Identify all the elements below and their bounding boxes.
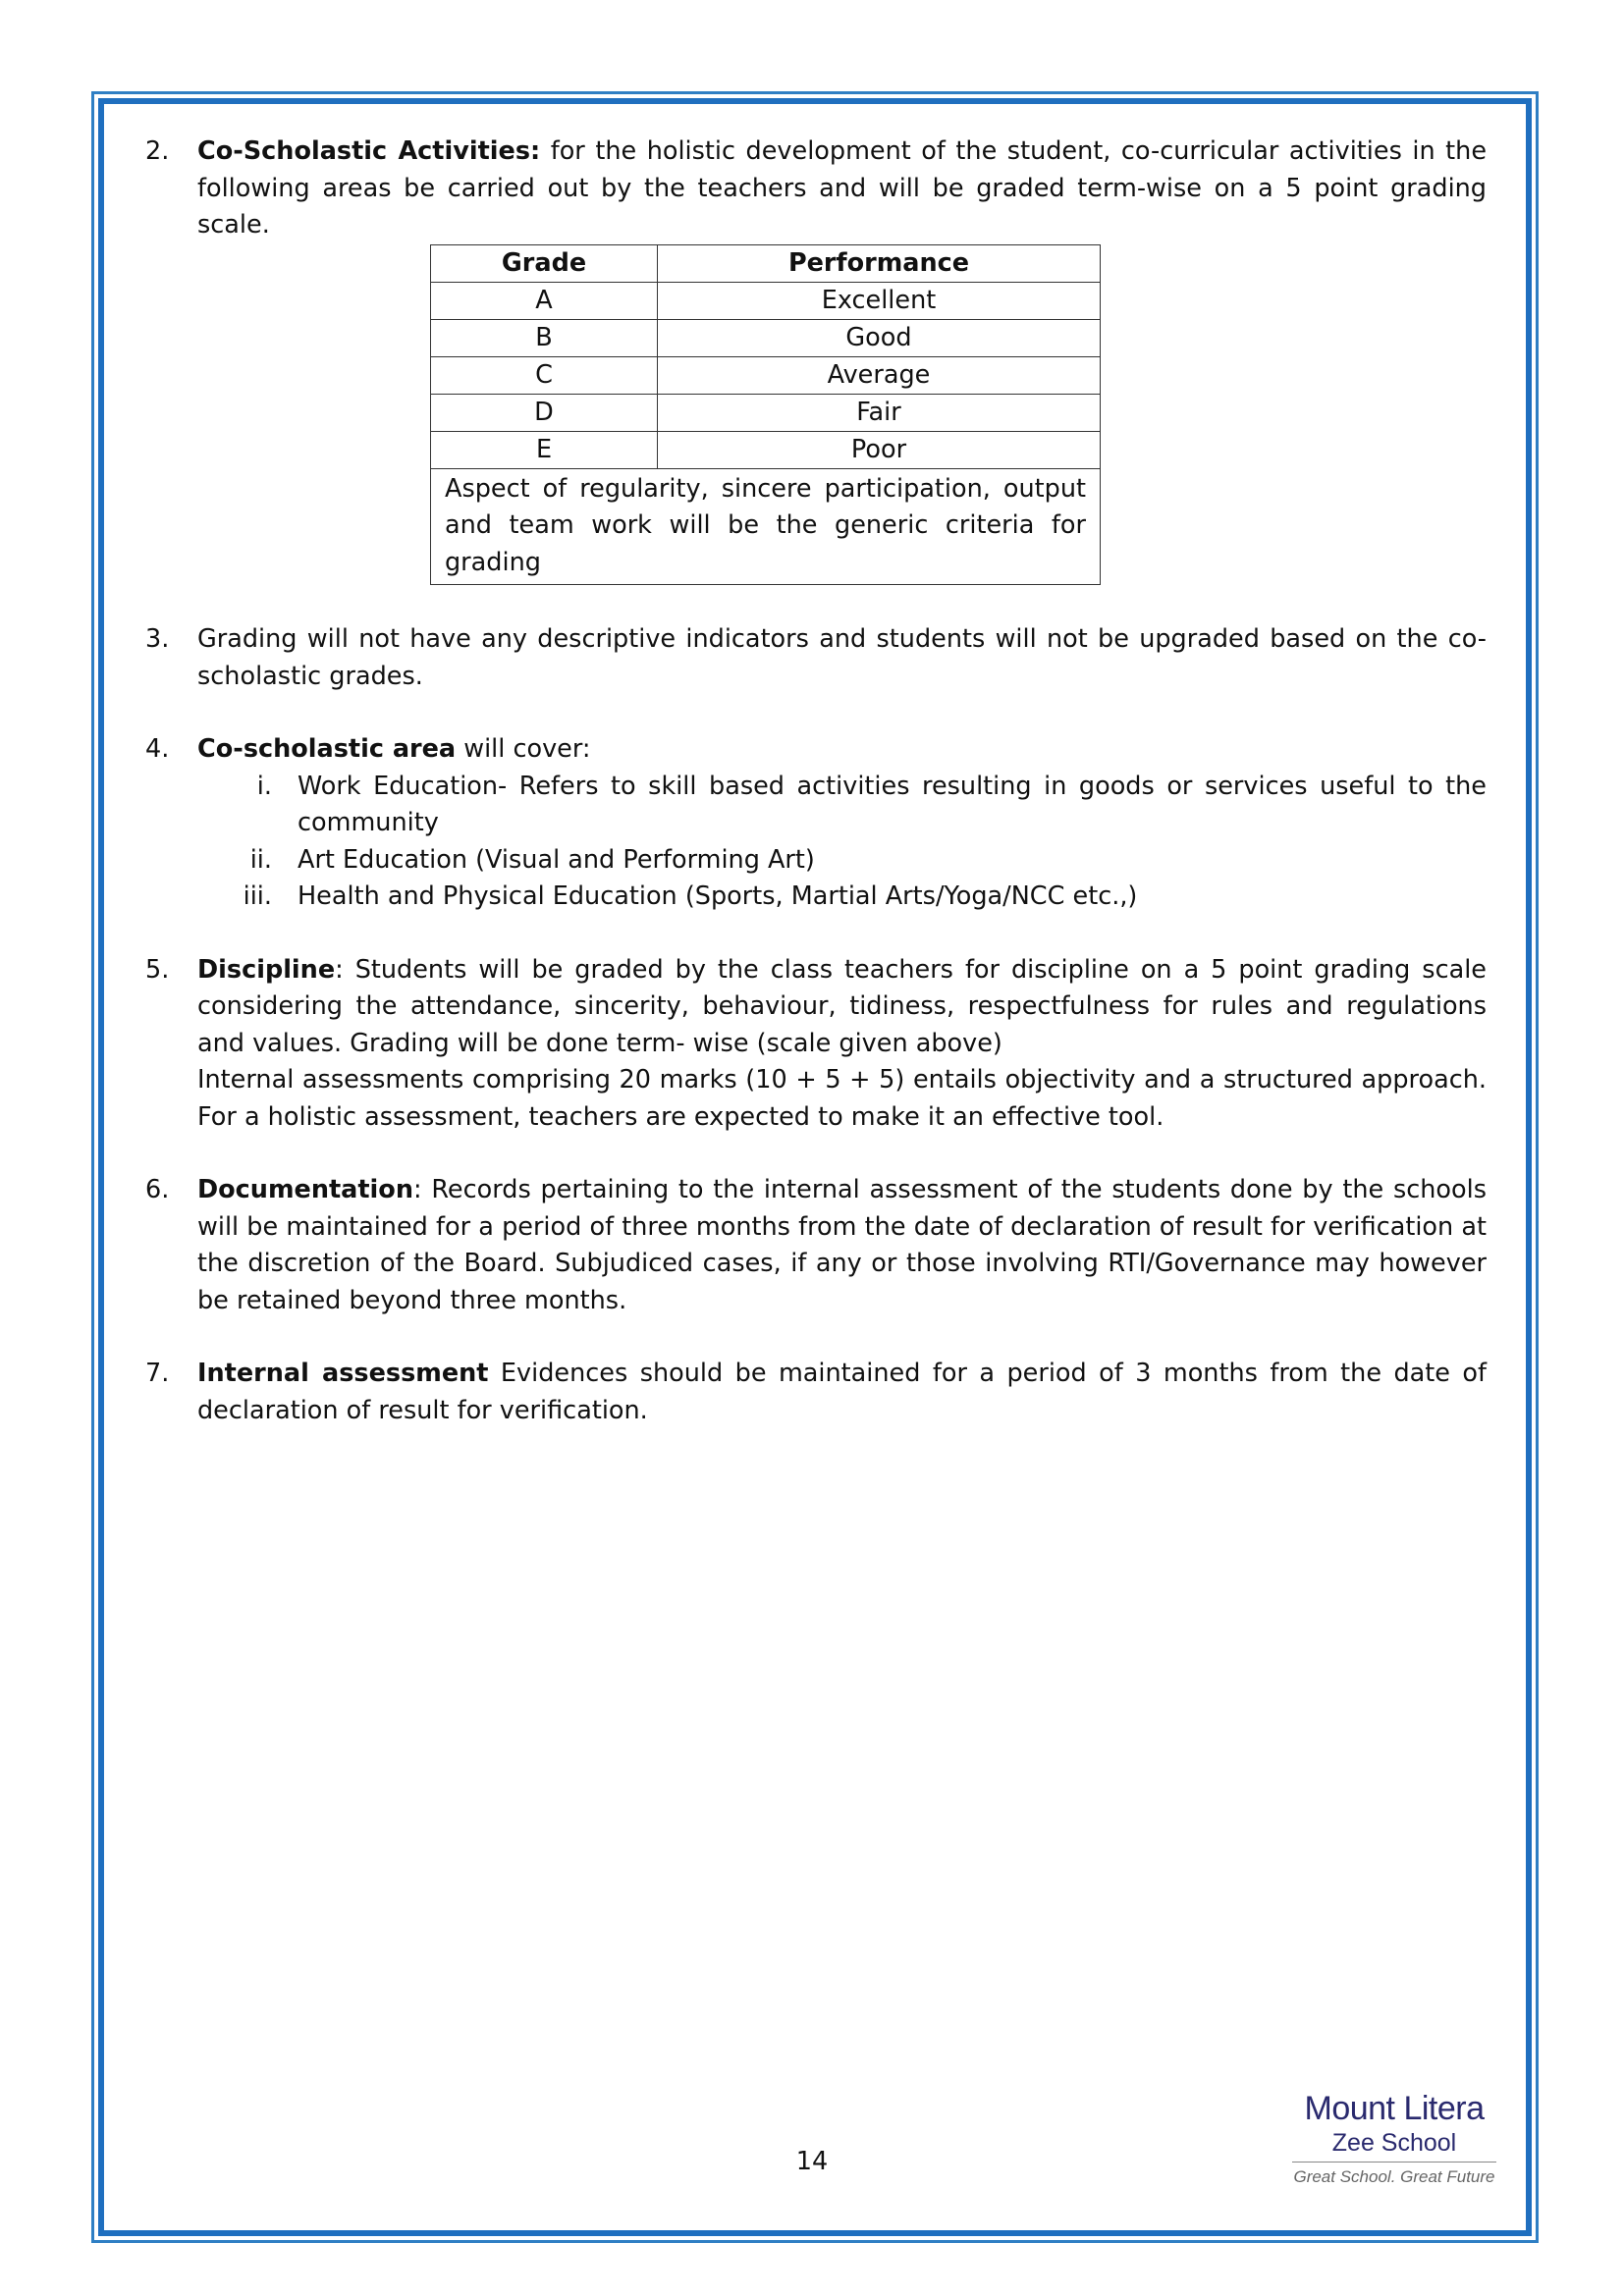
school-logo	[1286, 2089, 1502, 2188]
grade-cell: A	[431, 282, 658, 319]
table-header-row	[431, 244, 1101, 282]
sub-list-item	[197, 879, 1487, 916]
table-note-row	[431, 468, 1101, 585]
list-item	[145, 1356, 1487, 1429]
grade-cell: C	[431, 356, 658, 394]
sub-list-item	[197, 842, 1487, 880]
roman-numeral: iii.	[243, 881, 272, 911]
item-number: 6.	[145, 1175, 170, 1204]
item-extra-text: Internal assessments comprising 20 marks (10 + 5 + 5) entails objectivity and a structured approach. For a holistic assessment, teachers are expected to make it an effective tool.	[197, 1065, 1487, 1132]
performance-cell: Average	[658, 356, 1101, 394]
grade-cell: E	[431, 431, 658, 468]
table-row	[431, 319, 1101, 356]
page-number: 14	[795, 2147, 829, 2176]
table-row	[431, 282, 1101, 319]
item-heading: Discipline	[197, 954, 336, 985]
logo-tagline: Great School. Great Future	[1293, 2167, 1495, 2186]
sub-item-text: Art Education (Visual and Performing Art)	[298, 844, 815, 875]
item-text: Grading will not have any descriptive indicators and students will not be upgraded based on the co-scholastic grades.	[197, 624, 1487, 691]
sub-item-text: Health and Physical Education (Sports, Martial Arts/Yoga/NCC etc.,)	[298, 881, 1138, 911]
performance-cell: Fair	[658, 394, 1101, 431]
item-heading: Internal assessment	[197, 1359, 489, 1388]
logo-subtitle: Zee School	[1331, 2129, 1457, 2157]
list-item	[145, 133, 1487, 244]
performance-cell: Excellent	[658, 282, 1101, 319]
item-text: Evidences should be maintained for a period of 3 months from the date of declaration of result for verification.	[197, 1359, 1488, 1425]
roman-numeral: i.	[256, 771, 272, 801]
item-text: : Students will be graded by the class teachers for discipline on a 5 point grading scale considering the attendance, sincerity, behaviour, tidiness, respectfulness for rules and regulations and values. Grading will be done term- wise (scale given above)	[197, 954, 1487, 1058]
item-text: : Records pertaining to the internal assessment of the students done by the schools will be maintained for a period of three months from the date of declaration of result for verification at the discretion of the Board. Subjudiced cases, if any or those involving RTI/Governance may however be retained beyond three months.	[197, 1175, 1487, 1315]
performance-cell: Good	[658, 319, 1101, 356]
roman-numeral: ii.	[249, 844, 272, 875]
item-number: 4.	[145, 734, 170, 764]
item-number: 5.	[145, 954, 170, 985]
logo-divider	[1292, 2162, 1496, 2163]
performance-cell: Poor	[658, 431, 1101, 468]
list-item	[145, 731, 1487, 916]
sub-item-text: Work Education- Refers to skill based activities resulting in goods or services useful to the community	[298, 771, 1487, 837]
grade-table	[430, 244, 1101, 586]
item-number: 2.	[145, 136, 170, 166]
item-heading: Documentation	[197, 1175, 413, 1204]
item-number: 3.	[145, 624, 170, 654]
column-header-performance: Performance	[658, 244, 1101, 282]
list-item	[145, 621, 1487, 695]
sub-list	[197, 769, 1487, 916]
document-body	[145, 133, 1487, 1466]
list-item	[145, 952, 1487, 1137]
table-row	[431, 356, 1101, 394]
grade-cell: B	[431, 319, 658, 356]
grade-cell: D	[431, 394, 658, 431]
grading-criteria-note: Aspect of regularity, sincere participation, output and team work will be the generic criteria for grading	[431, 468, 1101, 585]
item-heading: Co-scholastic area	[197, 734, 457, 764]
list-item	[145, 1172, 1487, 1319]
column-header-grade: Grade	[431, 244, 658, 282]
logo-title: Mount Litera	[1304, 2090, 1485, 2127]
table-row	[431, 431, 1101, 468]
item-text: will cover:	[456, 734, 591, 764]
sub-list-item	[197, 769, 1487, 842]
item-text: for the holistic development of the student, co-curricular activities in the following areas be carried out by the teachers and will be graded term-wise on a 5 point grading scale.	[197, 136, 1488, 240]
table-row	[431, 394, 1101, 431]
item-number: 7.	[145, 1359, 170, 1388]
item-heading: Co-Scholastic Activities:	[197, 136, 541, 166]
